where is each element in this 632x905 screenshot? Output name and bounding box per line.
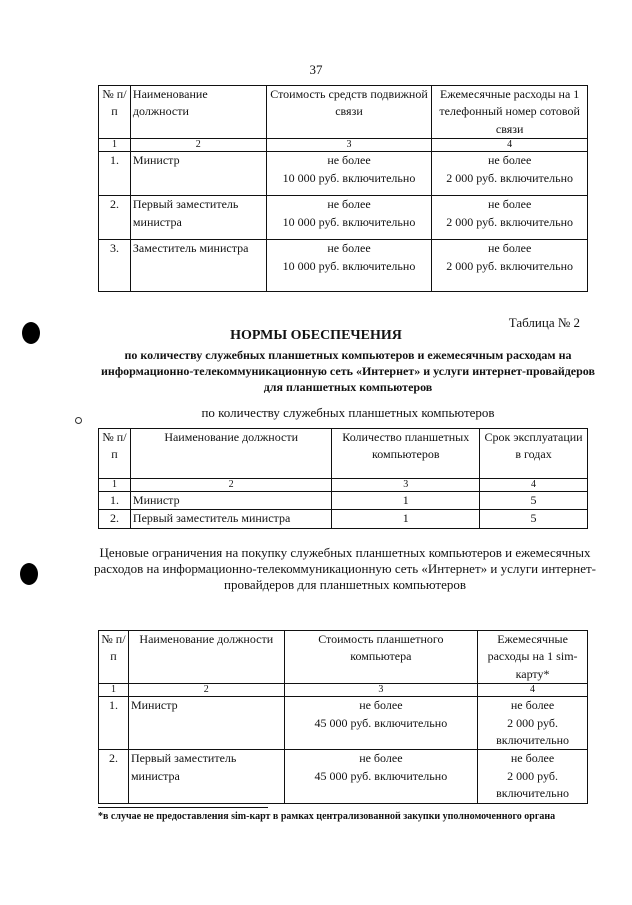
row-monthly-cost [432, 196, 588, 240]
monthly-limit-value: 2 000 руб. включительно [446, 214, 573, 229]
table-label: Таблица № 2 [508, 315, 580, 330]
cost-limit-label: не более [327, 197, 371, 212]
row-device-cost [266, 152, 432, 196]
row-position: Заместитель министра [130, 240, 266, 292]
tablet-quantity-table [98, 428, 588, 529]
column-index: 4 [480, 479, 588, 492]
footnote-divider [98, 807, 268, 808]
row-monthly-sim-cost [478, 750, 588, 803]
header-monthly-sim-cost: Ежемесячные расходы на 1 sim-карту* [478, 631, 588, 684]
column-index: 4 [478, 684, 588, 697]
monthly-limit-label: не более [510, 751, 555, 766]
row-number: 1. [99, 492, 131, 510]
column-index-row [99, 139, 588, 152]
monthly-limit-label: не более [487, 241, 532, 256]
table-caption: по количеству служебных планшетных компьютеров [201, 405, 495, 420]
table-header-row [99, 86, 588, 139]
column-index: 3 [284, 684, 478, 697]
row-quantity: 1 [332, 492, 480, 510]
header-quantity: Количество планшетных компьютеров [332, 429, 480, 479]
column-index: 2 [128, 684, 284, 697]
header-number: № п/п [99, 86, 131, 139]
row-position: Первый заместитель министра [128, 750, 284, 803]
table-row [99, 152, 588, 196]
monthly-limit-label: не более [487, 153, 532, 168]
table-row [99, 240, 588, 292]
row-monthly-cost [432, 240, 588, 292]
table-header-row [99, 429, 588, 479]
header-number: № п/п [99, 429, 131, 479]
cost-limit-label: не более [359, 751, 403, 766]
row-device-cost [266, 240, 432, 292]
column-index: 1 [99, 479, 131, 492]
row-position: Первый заместитель министра [130, 196, 266, 240]
cost-limit-label: не более [327, 153, 371, 168]
cost-limit-value: 10 000 руб. включительно [282, 170, 416, 185]
mobile-communication-norms-table [98, 85, 588, 292]
row-service-term: 5 [480, 492, 588, 510]
table-row [99, 510, 588, 528]
header-position: Наименование должности [130, 429, 332, 479]
cost-limit-value: 10 000 руб. включительно [282, 214, 416, 229]
header-number: № п/п [99, 631, 129, 684]
row-device-cost [266, 196, 432, 240]
section-subtitle: по количеству служебных планшетных компьютеров и ежемесячным расходам на информационно-телекоммуникационную сеть «Интернет» и услуги интернет-провайдеров для планшетных компьютеров [101, 348, 595, 394]
row-quantity: 1 [332, 510, 480, 528]
column-index: 2 [130, 139, 266, 152]
monthly-limit-value: 2 000 руб. включительно [446, 170, 573, 185]
cost-limit-value: 45 000 руб. включительно [314, 715, 448, 730]
column-index: 1 [99, 139, 131, 152]
cost-limit-value: 10 000 руб. включительно [282, 258, 416, 273]
column-index: 4 [432, 139, 588, 152]
row-number: 2. [99, 750, 129, 803]
row-monthly-cost [432, 152, 588, 196]
column-index: 3 [332, 479, 480, 492]
header-position: Наименование должности [128, 631, 284, 684]
row-number: 2. [99, 510, 131, 528]
monthly-limit-label: не более [510, 698, 555, 713]
header-service-term: Срок эксплуатации в годах [480, 429, 588, 479]
row-position: Министр [130, 492, 332, 510]
cost-limit-value: 45 000 руб. включительно [314, 768, 448, 783]
column-index: 3 [266, 139, 432, 152]
monthly-limit-value: 2 000 руб. включительно [446, 258, 573, 273]
footnote: *в случае не предоставления sim-карт в рамках централизованной закупки уполномоченного органа [98, 811, 556, 822]
row-monthly-sim-cost [478, 697, 588, 750]
table-caption: Ценовые ограничения на покупку служебных планшетных компьютеров и ежемесячных расходов на информационно-телекоммуникационную сеть «Интернет» и услуги интернет-провайдеров для планшетных компьютеров [94, 545, 596, 592]
section-title: НОРМЫ ОБЕСПЕЧЕНИЯ [230, 328, 402, 343]
row-position: Первый заместитель министра [130, 510, 332, 528]
row-number: 2. [99, 196, 131, 240]
monthly-limit-value: 2 000 руб. включительно [496, 768, 569, 801]
row-number: 1. [99, 697, 129, 750]
column-index: 2 [130, 479, 332, 492]
page-number: 37 [309, 62, 323, 77]
row-number: 1. [99, 152, 131, 196]
monthly-limit-label: не более [487, 197, 532, 212]
table-row [99, 196, 588, 240]
row-tablet-cost [284, 750, 478, 803]
header-device-cost: Стоимость средств подвижной связи [266, 86, 432, 139]
cost-limit-label: не более [359, 698, 403, 713]
table-row [99, 750, 588, 803]
table-header-row [99, 631, 588, 684]
row-number: 3. [99, 240, 131, 292]
cost-limit-label: не более [327, 241, 371, 256]
column-index: 1 [99, 684, 129, 697]
table-row [99, 492, 588, 510]
scan-speck [75, 417, 82, 424]
header-tablet-cost: Стоимость планшетного компьютера [284, 631, 478, 684]
column-index-row [99, 684, 588, 697]
monthly-limit-value: 2 000 руб. включительно [496, 715, 569, 747]
row-position: Министр [128, 697, 284, 750]
tablet-price-limits-table [98, 630, 588, 804]
header-monthly-cost: Ежемесячные расходы на 1 телефонный номер сотовой связи [432, 86, 588, 139]
column-index-row [99, 479, 588, 492]
row-position: Министр [130, 152, 266, 196]
row-tablet-cost [284, 697, 478, 750]
header-position: Наименование должности [130, 86, 266, 139]
hole-punch-mark [20, 563, 38, 585]
row-service-term: 5 [480, 510, 588, 528]
table-row [99, 697, 588, 750]
